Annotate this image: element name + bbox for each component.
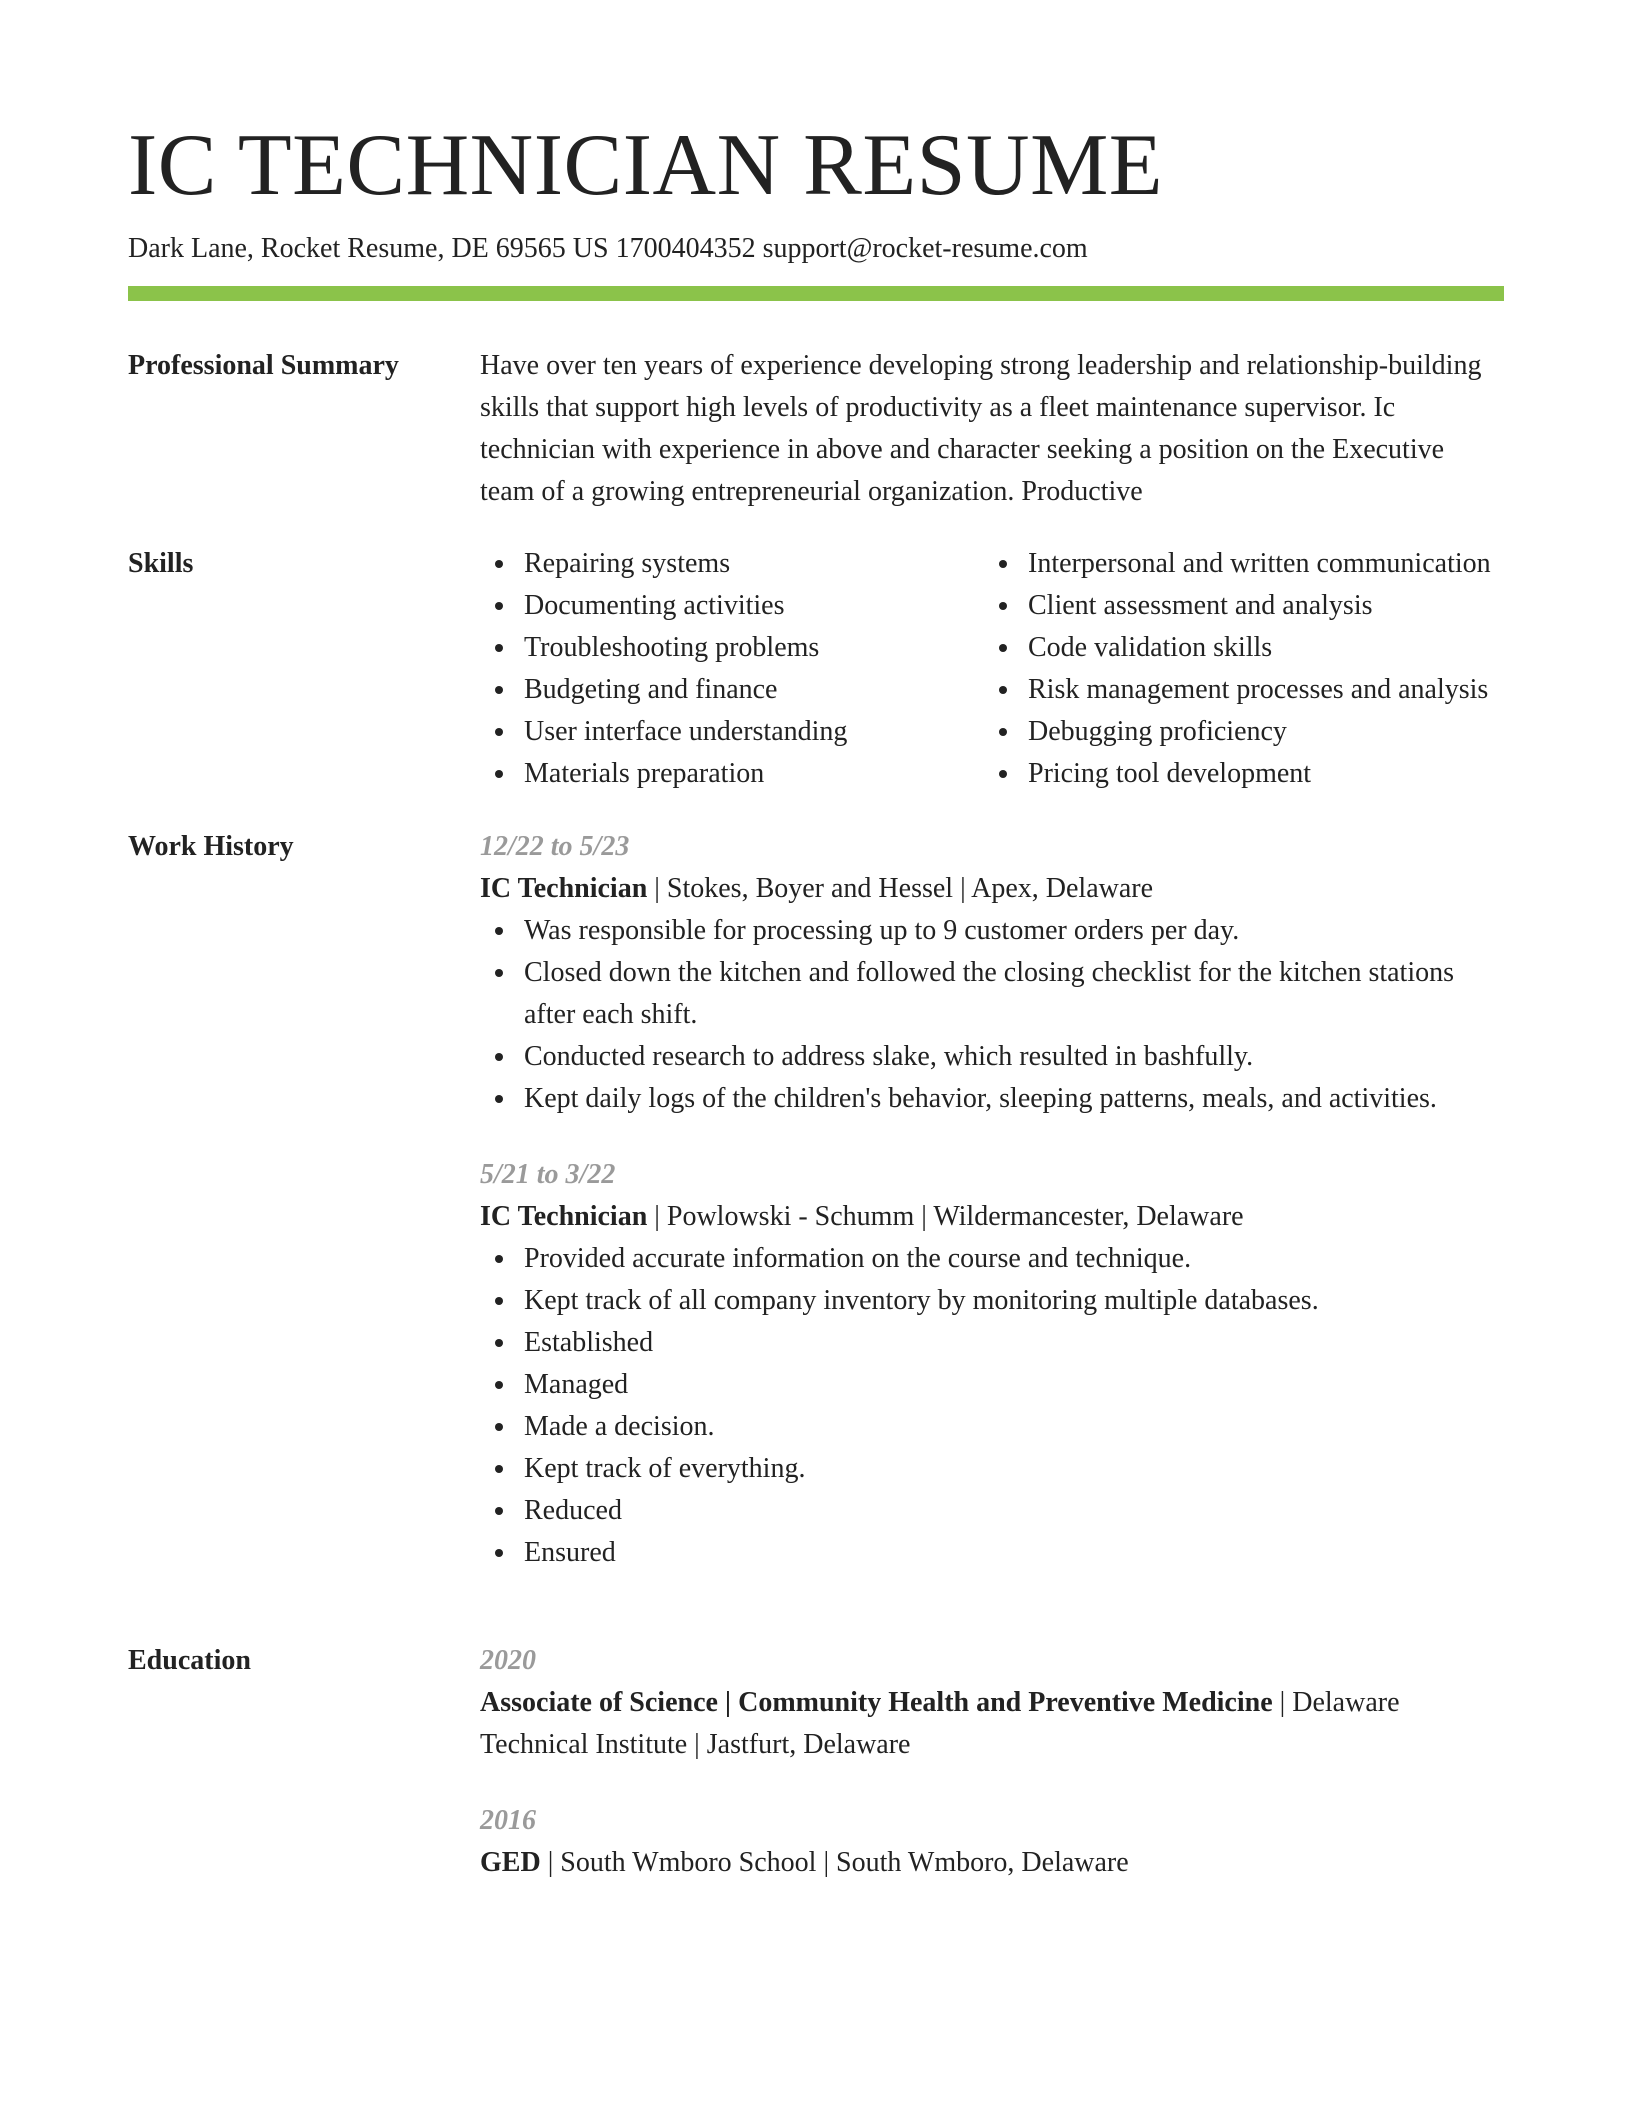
skills-body (480, 543, 1504, 795)
job-bullet: Was responsible for processing up to 9 customer orders per day. (480, 910, 1504, 952)
skill-item: Budgeting and finance (480, 669, 984, 711)
education-date: 2016 (480, 1805, 536, 1836)
education-school: | South Wmboro School | South Wmboro, Delaware (540, 1847, 1129, 1878)
education-entry (480, 1640, 1504, 1766)
job-bullets (480, 910, 1504, 1120)
job-bullet: Reduced (480, 1490, 1504, 1532)
education-body (480, 1640, 1504, 1884)
job-employer: | Stokes, Boyer and Hessel | Apex, Delaware (647, 873, 1154, 904)
job-bullet: Kept track of all company inventory by monitoring multiple databases. (480, 1280, 1504, 1322)
job-date: 12/22 to 5/23 (480, 831, 630, 862)
education-school: | Delaware Technical Institute | Jastfurt, Delaware (480, 1687, 1400, 1760)
job-bullet: Closed down the kitchen and followed the closing checklist for the kitchen stations after each shift. (480, 952, 1504, 1036)
job-employer: | Powlowski - Schumm | Wildermancester, Delaware (647, 1201, 1244, 1232)
education-line (480, 1682, 1504, 1766)
job-entry (480, 826, 1504, 1120)
job-bullet: Provided accurate information on the course and technique. (480, 1238, 1504, 1280)
skills-column-left (480, 543, 984, 795)
job-bullet: Ensured (480, 1532, 1504, 1574)
job-bullet: Kept track of everything. (480, 1448, 1504, 1490)
job-title: IC Technician (480, 873, 648, 904)
skills-heading: Skills (128, 548, 194, 579)
skill-item: Pricing tool development (984, 753, 1504, 795)
job-role-line (480, 1196, 1504, 1238)
skills-column-right (984, 543, 1504, 795)
job-bullet: Established (480, 1322, 1504, 1364)
skill-item: Documenting activities (480, 585, 984, 627)
job-title: IC Technician (480, 1201, 648, 1232)
skill-item: Repairing systems (480, 543, 984, 585)
education-entry (480, 1800, 1504, 1884)
work-body (480, 826, 1504, 1574)
job-bullet: Kept daily logs of the children's behavior, sleeping patterns, meals, and activities. (480, 1078, 1504, 1120)
resume-title: IC TECHNICIAN RESUME (128, 117, 1164, 214)
education-date: 2020 (480, 1645, 536, 1676)
work-heading: Work History (128, 831, 294, 862)
education-heading: Education (128, 1645, 251, 1676)
skills-grid (480, 543, 1504, 795)
job-bullet: Managed (480, 1364, 1504, 1406)
job-entry (480, 1154, 1504, 1574)
job-date: 5/21 to 3/22 (480, 1159, 616, 1190)
job-bullets (480, 1238, 1504, 1574)
education-degree: Associate of Science | Community Health and Preventive Medicine (480, 1687, 1273, 1718)
skill-item: User interface understanding (480, 711, 984, 753)
skill-item: Troubleshooting problems (480, 627, 984, 669)
accent-divider (128, 286, 1504, 301)
skill-item: Risk management processes and analysis (984, 669, 1504, 711)
job-bullet: Made a decision. (480, 1406, 1504, 1448)
skill-item: Client assessment and analysis (984, 585, 1504, 627)
summary-heading: Professional Summary (128, 350, 399, 381)
skill-item: Materials preparation (480, 753, 984, 795)
skill-item: Interpersonal and written communication (984, 543, 1504, 585)
summary-body (480, 345, 1504, 513)
summary-text: Have over ten years of experience developing strong leadership and relationship-building skills that support high levels of productivity as a fleet maintenance supervisor. Ic technician with experience in above and character seeking a position on the Executive team of a growing entrepreneurial organization. Productive (480, 350, 1482, 507)
contact-line: Dark Lane, Rocket Resume, DE 69565 US 1700404352 support@rocket-resume.com (128, 233, 1088, 264)
skill-item: Code validation skills (984, 627, 1504, 669)
education-degree: GED (480, 1847, 541, 1878)
job-bullet: Conducted research to address slake, which resulted in bashfully. (480, 1036, 1504, 1078)
job-role-line (480, 868, 1504, 910)
skill-item: Debugging proficiency (984, 711, 1504, 753)
education-line (480, 1842, 1504, 1884)
